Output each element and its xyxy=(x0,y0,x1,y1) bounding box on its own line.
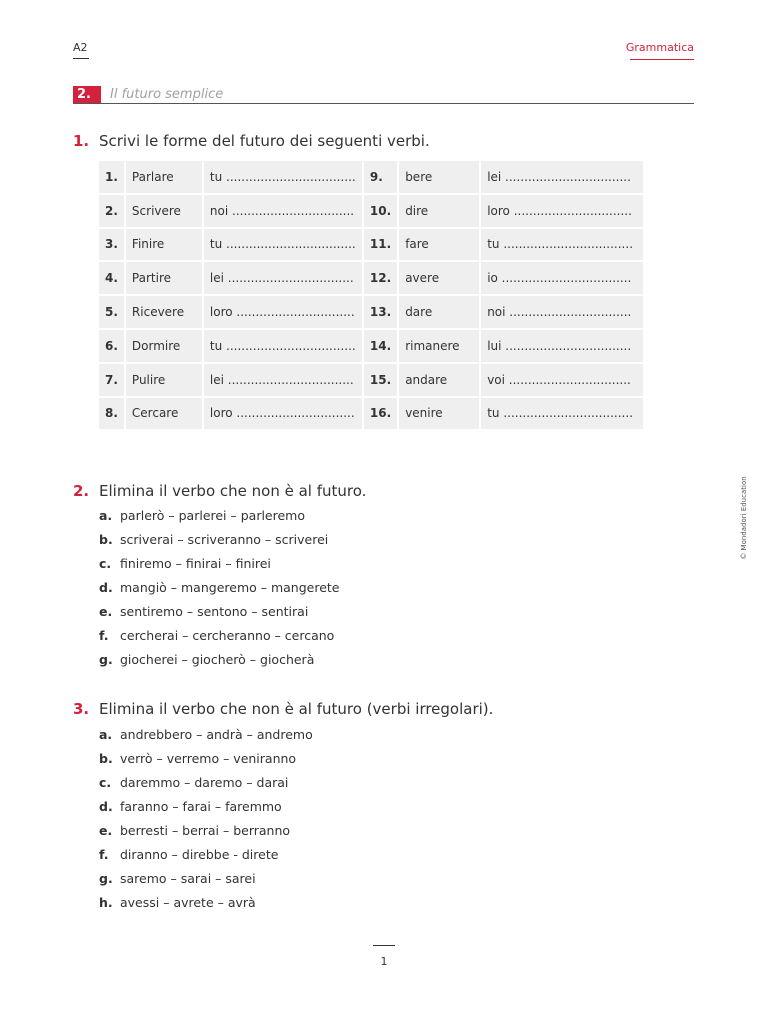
answer-blank[interactable]: loro ............................... xyxy=(481,195,643,227)
item-letter: b. xyxy=(99,750,113,766)
item-text[interactable]: mangiò – mangeremo – mangerete xyxy=(120,579,340,595)
verb-table xyxy=(97,159,645,431)
item-text[interactable]: scriverai – scriveranno – scriverei xyxy=(120,531,329,547)
answer-blank[interactable]: tu .................................. xyxy=(204,330,362,362)
item-text[interactable]: diranno – direbbe - direte xyxy=(120,846,279,862)
item-text[interactable]: berresti – berrai – berranno xyxy=(120,822,291,838)
page-number: 1 xyxy=(380,955,388,968)
item-number: 7. xyxy=(99,364,124,396)
verb-infinitive: Dormire xyxy=(126,330,202,362)
item-letter: b. xyxy=(99,531,113,547)
item-text[interactable]: faranno – farai – faremmo xyxy=(120,798,282,814)
item-number: 8. xyxy=(99,398,124,430)
item-number: 12. xyxy=(364,262,397,294)
verb-infinitive: fare xyxy=(399,229,479,261)
answer-blank[interactable]: tu .................................. xyxy=(204,229,362,261)
list-item xyxy=(99,866,313,890)
exercise-number: 3. xyxy=(73,700,90,718)
item-number: 1. xyxy=(99,161,124,193)
section-title: Il futuro semplice xyxy=(110,87,224,102)
verb-infinitive: Pulire xyxy=(126,364,202,396)
item-number: 15. xyxy=(364,364,397,396)
list-item xyxy=(99,647,340,671)
item-number: 13. xyxy=(364,296,397,328)
list-item xyxy=(99,623,340,647)
list-item xyxy=(99,599,340,623)
list-item xyxy=(99,842,313,866)
exercise-number: 2. xyxy=(73,482,90,500)
verb-infinitive: Ricevere xyxy=(126,296,202,328)
item-number: 4. xyxy=(99,262,124,294)
verb-infinitive: avere xyxy=(399,262,479,294)
verb-infinitive: rimanere xyxy=(399,330,479,362)
verb-infinitive: Cercare xyxy=(126,398,202,430)
table-row xyxy=(99,330,643,362)
exercise-1-title xyxy=(73,132,430,150)
level-label: A2 xyxy=(73,41,88,54)
list-item xyxy=(99,527,340,551)
item-text[interactable]: cercherai – cercheranno – cercano xyxy=(120,627,335,643)
table-row xyxy=(99,161,643,193)
answer-blank[interactable]: tu .................................. xyxy=(204,161,362,193)
item-number: 14. xyxy=(364,330,397,362)
item-text[interactable]: finiremo – finirai – finirei xyxy=(120,555,271,571)
exercise-number: 1. xyxy=(73,132,90,150)
list-item xyxy=(99,503,340,527)
list-item xyxy=(99,818,313,842)
list-item xyxy=(99,551,340,575)
item-letter: g. xyxy=(99,870,113,886)
list-item xyxy=(99,722,313,746)
exercise-3-title xyxy=(73,700,493,718)
answer-blank[interactable]: noi ................................ xyxy=(204,195,362,227)
item-number: 11. xyxy=(364,229,397,261)
list-item xyxy=(99,770,313,794)
exercise-2-list xyxy=(99,503,340,671)
item-letter: g. xyxy=(99,651,113,667)
verb-infinitive: Partire xyxy=(126,262,202,294)
list-item xyxy=(99,575,340,599)
item-letter: c. xyxy=(99,774,112,790)
verb-infinitive: venire xyxy=(399,398,479,430)
section-number-badge: 2. xyxy=(73,86,101,103)
verb-infinitive: Finire xyxy=(126,229,202,261)
item-letter: c. xyxy=(99,555,112,571)
publisher-credit-text: © Mondadori Education xyxy=(740,475,748,560)
item-letter: d. xyxy=(99,798,113,814)
list-item xyxy=(99,746,313,770)
item-letter: f. xyxy=(99,627,109,643)
verb-infinitive: andare xyxy=(399,364,479,396)
item-text[interactable]: giocherei – giocherò – giocherà xyxy=(120,651,315,667)
exercise-instruction: Elimina il verbo che non è al futuro (verbi irregolari). xyxy=(99,700,494,718)
item-letter: e. xyxy=(99,822,113,838)
answer-blank[interactable]: io .................................. xyxy=(481,262,643,294)
answer-blank[interactable]: lei ................................. xyxy=(204,262,362,294)
section-header xyxy=(73,86,694,104)
item-letter: f. xyxy=(99,846,109,862)
answer-blank[interactable]: loro ............................... xyxy=(204,296,362,328)
item-text[interactable]: daremmo – daremo – darai xyxy=(120,774,289,790)
list-item xyxy=(99,890,313,914)
item-number: 10. xyxy=(364,195,397,227)
item-text[interactable]: avessi – avrete – avrà xyxy=(120,894,256,910)
answer-blank[interactable]: tu .................................. xyxy=(481,398,643,430)
item-letter: e. xyxy=(99,603,113,619)
exercise-3-list xyxy=(99,722,313,914)
item-letter: a. xyxy=(99,726,113,742)
table-row xyxy=(99,262,643,294)
item-number: 6. xyxy=(99,330,124,362)
verb-infinitive: dare xyxy=(399,296,479,328)
table-row xyxy=(99,195,643,227)
answer-blank[interactable]: lei ................................. xyxy=(481,161,643,193)
item-number: 9. xyxy=(364,161,397,193)
item-number: 5. xyxy=(99,296,124,328)
answer-blank[interactable]: loro ............................... xyxy=(204,398,362,430)
verb-infinitive: bere xyxy=(399,161,479,193)
item-text[interactable]: saremo – sarai – sarei xyxy=(120,870,256,886)
answer-blank[interactable]: tu .................................. xyxy=(481,229,643,261)
answer-blank[interactable]: lei ................................. xyxy=(204,364,362,396)
item-letter: a. xyxy=(99,507,113,523)
answer-blank[interactable]: noi ................................ xyxy=(481,296,643,328)
subject-underline xyxy=(630,59,694,60)
table-row xyxy=(99,296,643,328)
item-text[interactable]: verrò – verremo – veniranno xyxy=(120,750,297,766)
item-letter: h. xyxy=(99,894,113,910)
item-number: 3. xyxy=(99,229,124,261)
answer-blank[interactable]: lui ................................. xyxy=(481,330,643,362)
table-row xyxy=(99,398,643,430)
exercise-2-title xyxy=(73,482,366,500)
item-text[interactable]: sentiremo – sentono – sentirai xyxy=(120,603,309,619)
publisher-credit xyxy=(739,475,749,560)
exercise-instruction: Scrivi le forme del futuro dei seguenti verbi. xyxy=(99,132,430,150)
level-underline xyxy=(73,58,89,59)
exercise-instruction: Elimina il verbo che non è al futuro. xyxy=(99,482,367,500)
item-letter: d. xyxy=(99,579,113,595)
table-row xyxy=(99,229,643,261)
subject-label: Grammatica xyxy=(625,41,694,54)
verb-infinitive: Scrivere xyxy=(126,195,202,227)
item-number: 16. xyxy=(364,398,397,430)
table-row xyxy=(99,364,643,396)
verb-infinitive: dire xyxy=(399,195,479,227)
answer-blank[interactable]: voi ................................ xyxy=(481,364,643,396)
footer-rule xyxy=(373,945,395,946)
item-number: 2. xyxy=(99,195,124,227)
item-text[interactable]: andrebbero – andrà – andremo xyxy=(120,726,313,742)
verb-infinitive: Parlare xyxy=(126,161,202,193)
item-text[interactable]: parlerò – parlerei – parleremo xyxy=(120,507,306,523)
list-item xyxy=(99,794,313,818)
